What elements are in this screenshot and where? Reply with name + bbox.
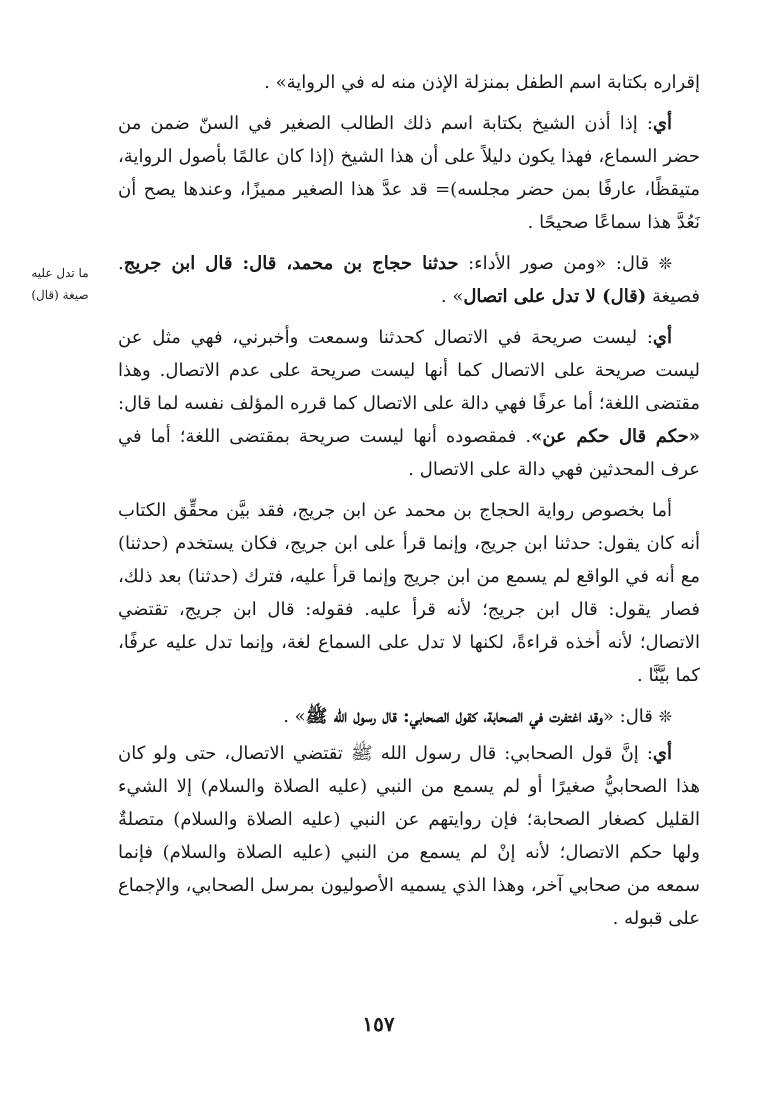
- quote-mid: . فصيغة: [118, 253, 700, 307]
- paragraph-label: أي: [652, 743, 672, 764]
- paragraph-continuation: [118, 66, 700, 99]
- quote-lead: قال: «ومن صور الأداء:: [458, 253, 659, 274]
- paragraph-commentary: [118, 494, 700, 692]
- star-ornament-icon: ❊: [658, 707, 672, 726]
- margin-note-line-1: ما تدل عليه: [31, 266, 89, 280]
- paragraph-quote-2: [118, 700, 700, 733]
- page-number: ١٥٧: [362, 1012, 395, 1036]
- paragraph-text: . فمقصوده أنها ليست صريحة بمقتضى اللغة؛ أما في عرف المحدثين فهي دالة على الاتصال .: [118, 426, 700, 480]
- paragraph-quote-1: [118, 247, 700, 313]
- paragraph-explanation-3: [118, 737, 700, 935]
- paragraph-bold-text: «حكم قال حكم عن»: [531, 426, 700, 447]
- quote-bold-text: (قال) لا تدل على اتصال: [463, 286, 647, 307]
- paragraph-text: : إذا أذن الشيخ بكتابة اسم ذلك الطالب الصغير في السنّ ضمن من حضر السماع، فهذا يكون دليلاً على أن هذا الشيخ (إذا كان عالمًا بأصول الرواية، متيقظًا، عارفًا بمن حضر مجلسه)= قد عدَّ هذا الصغير مميزًا، وعندها يصح أن نَعُدَّ هذا سماعًا صحيحًا .: [118, 113, 700, 233]
- margin-note-line-2: صيغة (قال): [31, 288, 89, 302]
- paragraph-text: : ليست صريحة في الاتصال كحدثنا وسمعت وأخبرني، فهي مثل عن ليست صريحة على الاتصال كما أنها ليست صريحة على عدم الاتصال. وهذا مقتضى اللغة؛ أما عرفًا فهي دالة على الاتصال كما قرره المؤلف نفسه لما قال:: [118, 327, 700, 414]
- star-ornament-icon: ❊: [658, 254, 672, 273]
- paragraph-text: أما بخصوص رواية الحجاج بن محمد عن ابن جريج، فقد بيَّن محقِّق الكتاب أنه كان يقول: حدثنا ابن جريج، وإنما قرأ على ابن جريج، فكان يستخدم (حدثنا) مع أنه في الواقع لم يسمع من ابن جريج وإنما قرأ عليه، فترك (حدثنا) بعد ذلك، فصار يقول: قال ابن جريج؛ لأنه قرأ عليه. فقوله: قال ابن جريج، تقتضي الاتصال؛ لأنه أخذه قراءةً، لكنها لا تدل على السماع لغة، وإنما تدل عليه عرفًا، كما بيَّنَّا .: [118, 500, 700, 686]
- margin-note: [14, 262, 106, 306]
- quote-bold-text: حدثنا حجاج بن محمد، قال: قال ابن جريج: [123, 253, 459, 274]
- paragraph-label: أي: [652, 327, 672, 348]
- paragraph-text: إقراره بكتابة اسم الطفل بمنزلة الإذن منه له في الرواية» .: [264, 72, 700, 93]
- paragraph-text: : إنَّ قول الصحابي: قال رسول الله ﷺ تقتضي الاتصال، حتى ولو كان هذا الصحابيُّ صغيرًا أو لم يسمع من النبي (عليه الصلاة والسلام) إلا الشيء القليل كصغار الصحابة؛ فإن روايتهم عن النبي (عليه الصلاة والسلام) متصلةٌ ولها حكم الاتصال؛ لأنه إنْ لم يسمع من النبي (عليه الصلاة والسلام) فإنما سمعه من صحابي آخر، وهذا الذي يسميه الأصوليون بمرسل الصحابي، والإجماع على قبوله .: [118, 743, 700, 929]
- quote-lead: قال: «: [602, 706, 659, 727]
- paragraph-label: أي: [652, 113, 672, 134]
- paragraph-explanation-2: [118, 321, 700, 486]
- paragraph-explanation-1: [118, 107, 700, 239]
- page-body: [118, 66, 700, 943]
- quote-tail: » .: [440, 286, 464, 307]
- quote-tail: » .: [283, 706, 306, 727]
- quote-bold-text: وقد اغتفرت في الصحابة، كقول الصحابي: قال رسول الله ﷺ: [305, 706, 603, 727]
